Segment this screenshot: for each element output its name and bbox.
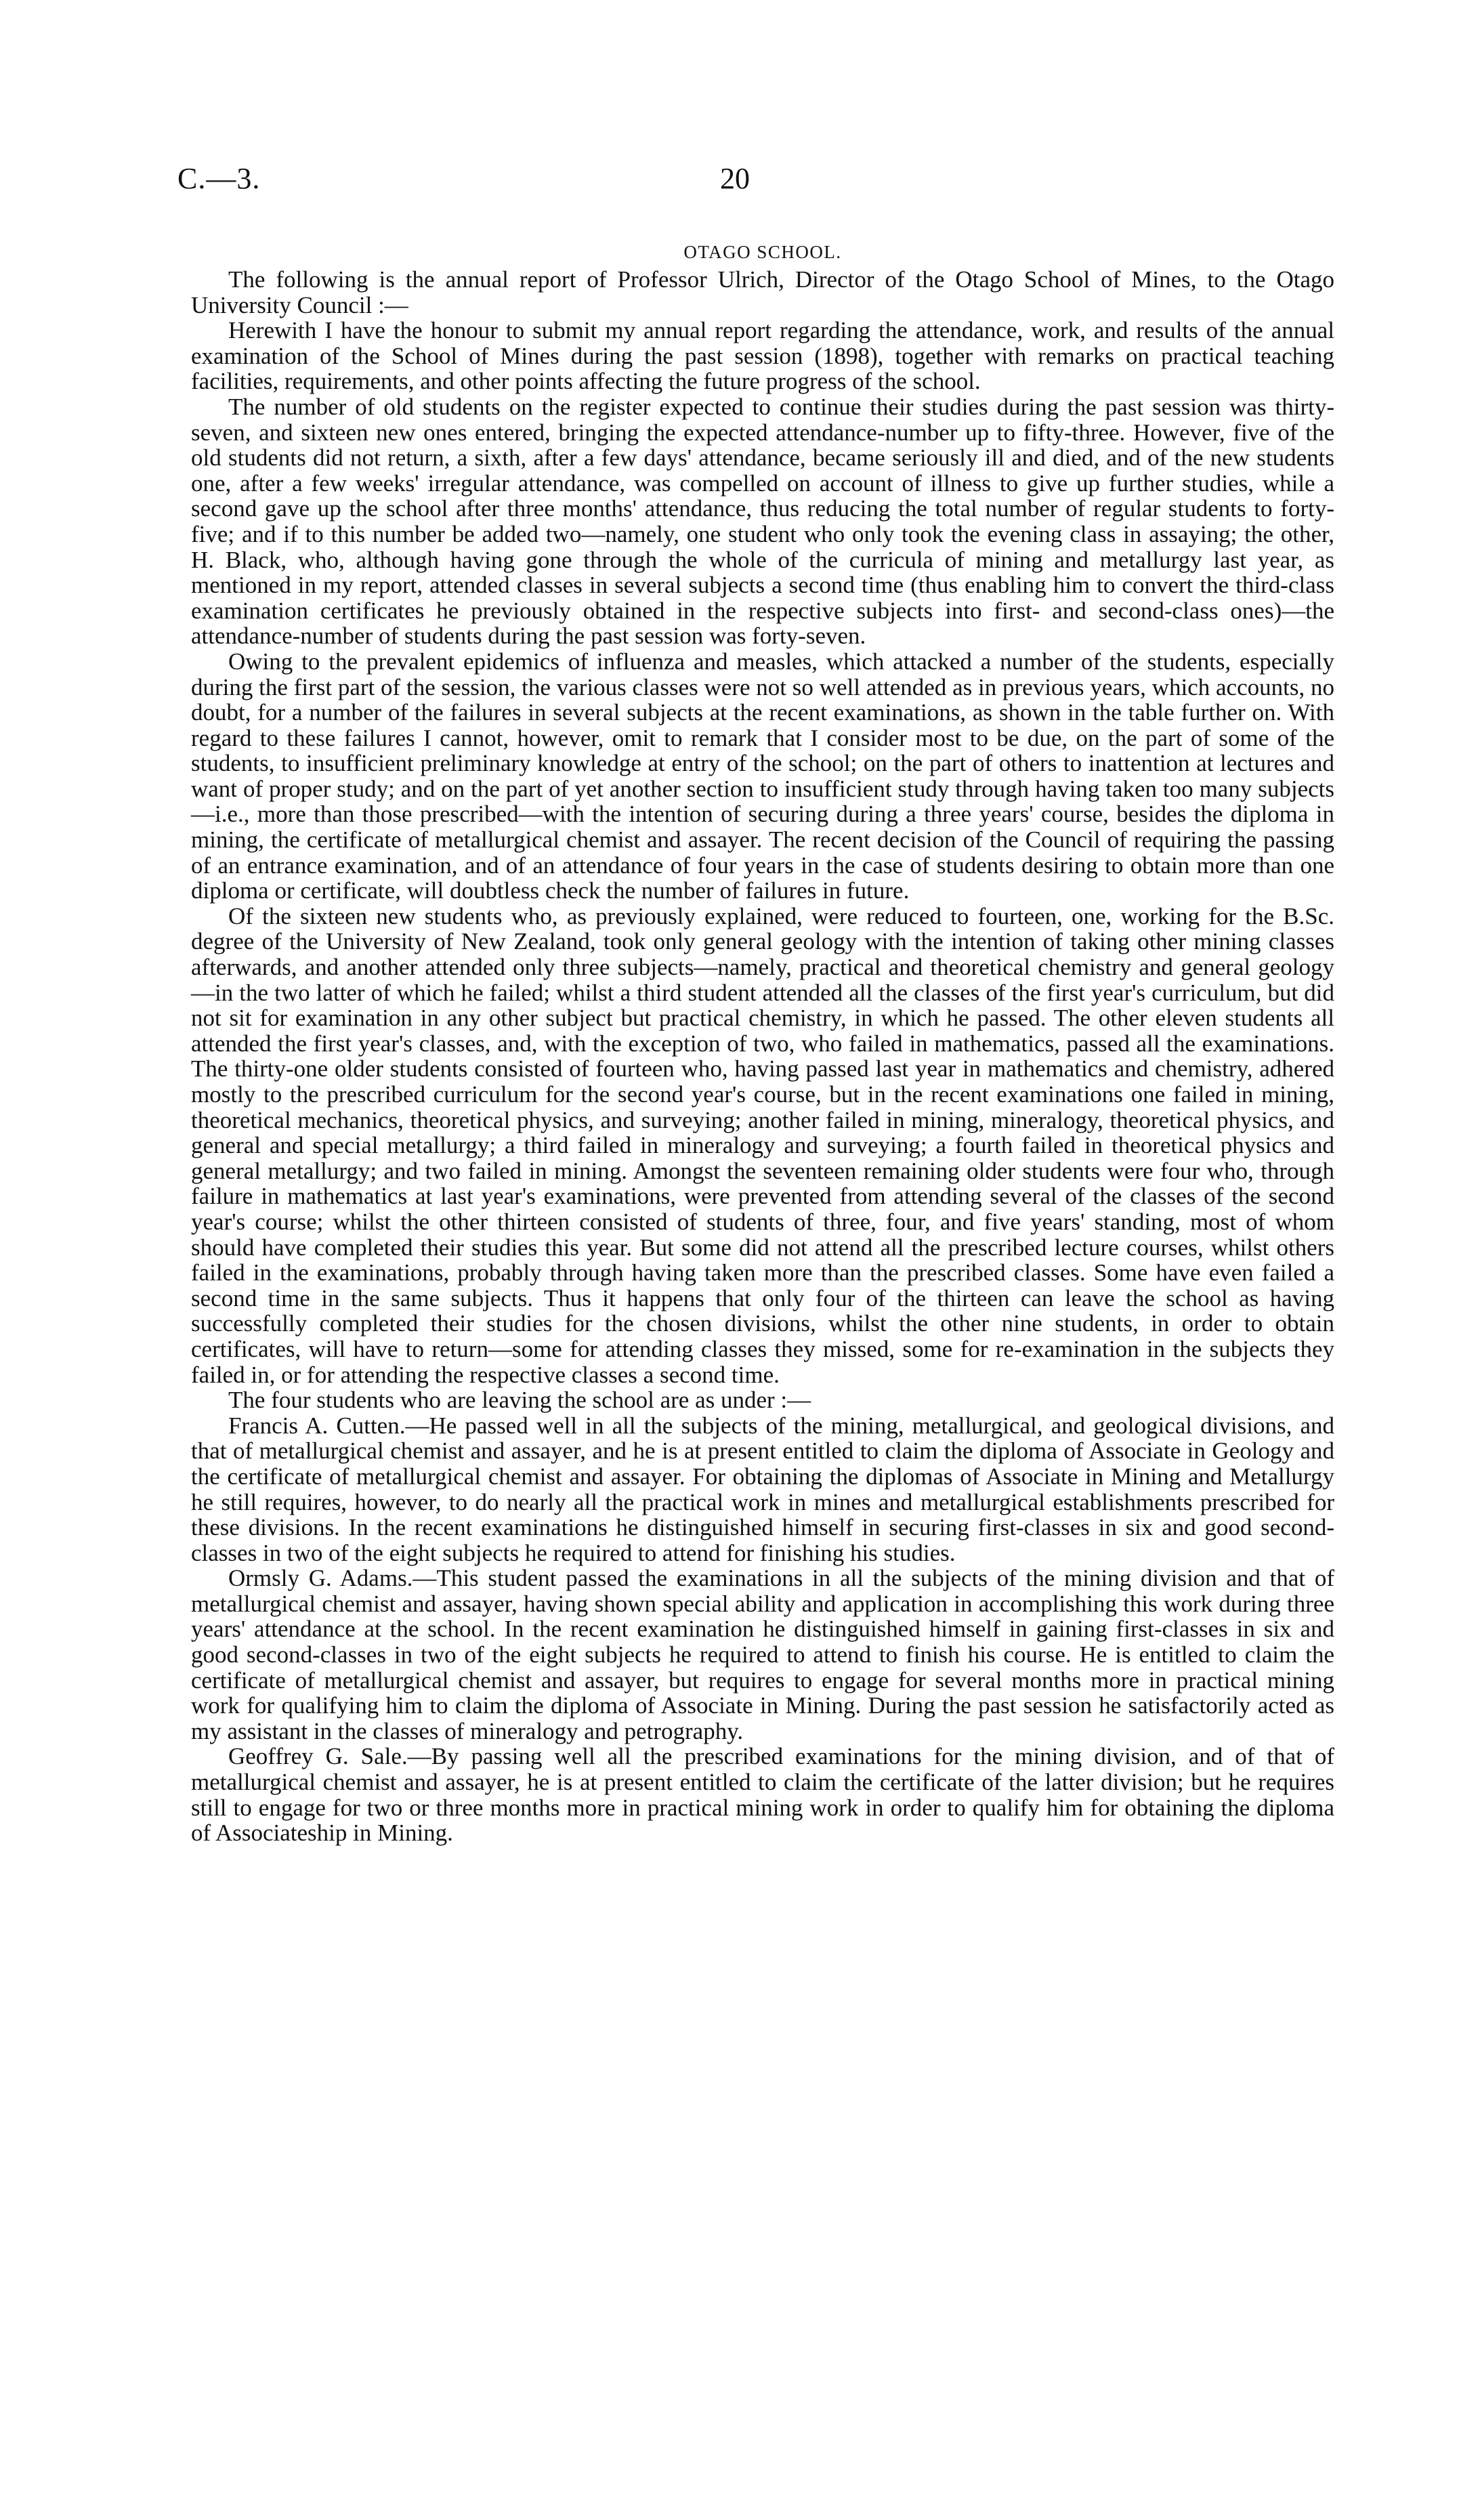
page-header: [0, 161, 1480, 209]
paragraph-new-students: Of the sixteen new students who, as previously explained, were reduced to fourteen, one, working for the B.Sc. degree of the University of New Zealand, took only general geology with the intention of taking other mining classes afterwards, and another attended only three subjects—namely, practical and theoretical chemistry and general geology—in the two latter of which he failed; whilst a third student attended all the classes of the first year's curriculum, but did not sit for examination in any other subject but practical chemistry, in which he passed. The other eleven students all attended the first year's classes, and, with the exception of two, who failed in mathematics, passed all the examinations. The thirty-one older students consisted of fourteen who, having passed last year in mathematics and chemistry, adhered mostly to the prescribed curriculum for the second year's course, but in the recent examinations one failed in mining, theoretical mechanics, theoretical physics, and surveying; another failed in mining, mineralogy, theoretical physics, and general and special metallurgy; a third failed in mineralogy and surveying; a fourth failed in theoretical physics and general metallurgy; and two failed in mining. Amongst the seventeen remaining older students were four who, through failure in mathematics at last year's examinations, were prevented from attending several of the classes of the second year's course; whilst the other thirteen consisted of students of three, four, and five years' standing, most of whom should have completed their studies this year. But some did not attend all the prescribed lecture courses, whilst others failed in the examinations, probably through having taken more than the prescribed classes. Some have even failed a second time in the same subjects. Thus it happens that only four of the thirteen can leave the school as having successfully completed their studies for the chosen divisions, whilst the other nine students, in order to obtain certificates, will have to return—some for attending classes they missed, some for re-examination in the subjects they failed in, or for attending the respective classes a second time.: [191, 902, 1334, 1388]
section-title: OTAGO SCHOOL.: [683, 242, 842, 262]
paragraph-student-cutten: Francis A. Cutten.—He passed well in all the subjects of the mining, metallurgical, and geological divisions, and that of metallurgical chemist and assayer, and he is at present entitled to claim the diploma of Associate in Geology and the certificate of metallurgical chemist and assayer. For obtaining the diplomas of Associate in Mining and Metallurgy he still requires, however, to do nearly all the practical work in mines and metallurgical establishments prescribed for these divisions. In the recent examinations he distinguished himself in securing first-classes in six and good second-classes in two of the eight subjects he required to attend for finishing his studies.: [191, 1412, 1334, 1566]
paragraph-report-purpose: Herewith I have the honour to submit my annual report regarding the attendance, work, and results of the annual examination of the School of Mines during the past session (1898), together with remarks on practical teaching facilities, requirements, and other points affecting the future progress of the school.: [191, 317, 1334, 395]
paragraph-leaving-intro: The four students who are leaving the school are as under :—: [228, 1387, 811, 1414]
paragraph-attendance: The number of old students on the register expected to continue their studies during the past session was thirty-seven, and sixteen new ones entered, bringing the expected attendance-number up to fifty-three. However, five of the old students did not return, a sixth, after a few days' attendance, became seriously ill and died, and of the new students one, after a few weeks' irregular attendance, was compelled on account of illness to give up further studies, while a second gave up the school after three months' attendance, thus reducing the total number of regular students to forty-five; and if to this number be added two—namely, one student who only took the evening class in assaying; the other, H. Black, who, although having gone through the whole of the curricula of mining and metallurgy last year, as mentioned in my report, attended classes in several subjects a second time (thus enabling him to convert the third-class examination certificates he previously obtained in the respective subjects into first- and second-class ones)—the attendance-number of students during the past session was forty-seven.: [191, 393, 1334, 650]
paragraph-failures: Owing to the prevalent epidemics of influenza and measles, which attacked a number of the students, especially during the first part of the session, the various classes were not so well attended as in previous years, which accounts, no doubt, for a number of the failures in several subjects at the recent examinations, as shown in the table further on. With regard to these failures I cannot, however, omit to remark that I consider most to be due, on the part of some of the students, to insufficient preliminary knowledge at entry of the school; on the part of others to inattention at lectures and want of proper study; and on the part of yet another section to insufficient study through having taken too many subjects—i.e., more than those prescribed—with the intention of securing during a three years' course, besides the diploma in mining, the certificate of metallurgical chemist and assayer. The recent decision of the Council of requiring the passing of an entrance examination, and of an attendance of four years in the case of students desiring to obtain more than one diploma or certificate, will doubtless check the number of failures in future.: [191, 648, 1334, 904]
paragraph-student-adams: Ormsly G. Adams.—This student passed the examinations in all the subjects of the mining division and that of metallurgical chemist and assayer, having shown special ability and application in accomplishing this work during three years' attendance at the school. In the recent examination he distinguished himself in gaining first-classes in six and good second-classes in two of the eight subjects he required to attend to finish his course. He is entitled to claim the certificate of metallurgical chemist and assayer, but requires to engage for several months more in practical mining work for qualifying him to claim the diploma of Associate in Mining. During the past session he satisfactorily acted as my assistant in the classes of mineralogy and petrography.: [191, 1565, 1334, 1744]
document-reference: C.—3.: [177, 162, 261, 195]
report-body: [191, 238, 1334, 1846]
paragraph-intro: The following is the annual report of Professor Ulrich, Director of the Otago School of Mines, to the Otago University Council :—: [191, 266, 1334, 318]
paragraph-student-sale: Geoffrey G. Sale.—By passing well all the prescribed examinations for the mining division, and of that of metallurgical chemist and assayer, he is at present entitled to claim the certificate of the latter division; but he requires still to engage for two or three months more in practical mining work in order to qualify him for obtaining the diploma of Associateship in Mining.: [191, 1743, 1334, 1847]
page-number: 20: [720, 162, 750, 195]
